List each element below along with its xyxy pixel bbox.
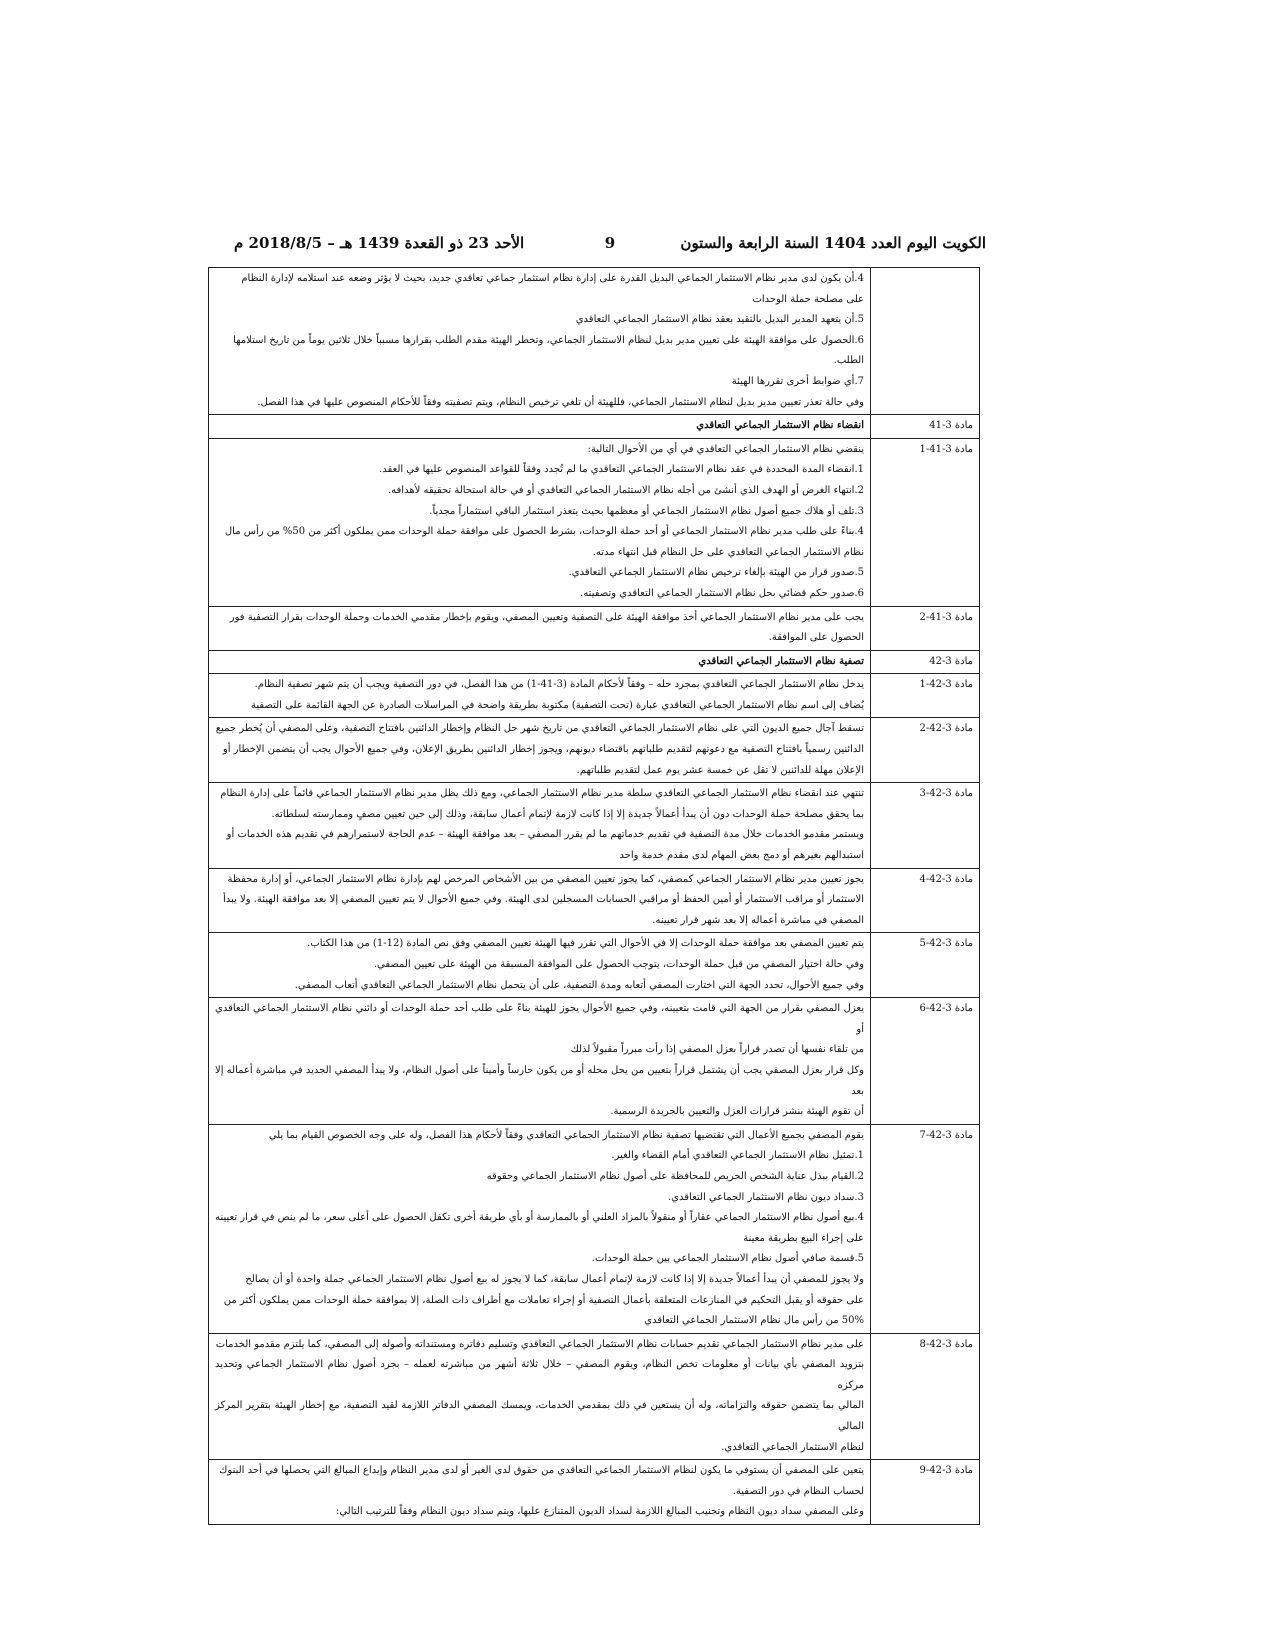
text-line: يُضاف إلى اسم نظام الاستثمار الجماعي التعاقدي عبارة (تحت التصفية) مكتوبة بطريقة واضحة في المراسلات الصادرة عن الجهة القائمة على التصفية — [250, 699, 864, 711]
article-text — [209, 718, 871, 783]
article-row — [209, 606, 980, 650]
article-number: مادة 3-42-1 — [871, 674, 980, 718]
text-line: الاستثمار أو مراقب الاستثمار أو أمين الحفظ أو مراقبي الحسابات المسجلين لدى الهيئة. وفي جميع الأحوال لا يتم تعيين المصفي إلا بعد موافقة الهيئة. ولا يبدأ — [223, 894, 864, 906]
article-heading — [209, 415, 871, 439]
text-line: وفي حالة اختيار المصفي من قبل حملة الوحدات، يتوجب الحصول على الموافقة المسبقة من الهيئة على تعيين المصفي. — [373, 959, 864, 970]
text-line: الطلب. — [833, 355, 864, 367]
text-line: على حقوقه أو يقبل التحكيم في المنازعات المتعلقة بأعمال التصفية أو إجراء تعاملات مع أطراف ذات الصلة، إلا بموافقة حملة الوحدات ممن يملكون أكثر من — [223, 1294, 864, 1306]
article-number: مادة 3-41-2 — [871, 606, 980, 650]
article-number: مادة 3-42 — [871, 650, 980, 674]
article-number: مادة 3-42-5 — [871, 933, 980, 998]
text-line: من تلقاء نفسها أن تصدر قراراً بعزل المصفي إذا رأت مبرراً مقبولاً لذلك — [570, 1044, 864, 1056]
article-row — [209, 718, 980, 783]
article-text — [209, 783, 871, 868]
text-line: وفي جميع الأحوال، تحدد الجهة التي اختارت المصفي أتعابه ومدة التصفية، على أن يتحمل نظام الاستثمار الجماعي التعاقدي أتعاب المصفي. — [294, 979, 864, 991]
text-line: يتم تعيين المصفي بعد موافقة حملة الوحدات إلا في الأحوال التي تقرر فيها الهيئة تعيين المصفي وفق نص المادة (12-1) من هذا الكتاب. — [307, 938, 864, 950]
text-line: المصفي في مباشرة أعماله إلا بعد شهر قرار تعيينه. — [652, 914, 864, 926]
article-text — [209, 933, 871, 998]
article-text — [209, 998, 871, 1125]
article-row — [209, 438, 980, 606]
text-line: 2.القيام ببذل عناية الشخص الحريص للمحافظة على أصول نظام الاستثمار الجماعي وحقوقه — [486, 1170, 864, 1182]
page-header — [234, 234, 986, 258]
text-line: أن تقوم الهيئة بنشر قرارات العزل والتعيين بالجريدة الرسمية. — [610, 1106, 864, 1118]
text-line: على إجراء البيع بطريقة معينة — [743, 1232, 864, 1244]
article-text — [209, 868, 871, 933]
article-text — [209, 1124, 871, 1333]
text-line: 4.بيع أصول نظام الاستثمار الجماعي عقاراً أو منقولاً بالمزاد العلني أو بالممارسة أو بأي طريقة أخرى تكفل الحصول على أعلى سعر، ما لم ينص في قرار تعيينه — [215, 1212, 864, 1224]
article-text — [209, 1460, 871, 1525]
text-line: 1.انقضاء المدة المحددة في عقد نظام الاستثمار الجماعي التعاقدي ما لم تُجدد وفقاً للقواعد المنصوص عليها في العقد. — [379, 464, 864, 476]
article-number: مادة 3-42-6 — [871, 998, 980, 1125]
article-row — [209, 268, 980, 415]
article-text — [209, 438, 871, 606]
text-line: الحصول على الموافقة. — [768, 632, 864, 644]
article-text — [209, 606, 871, 650]
article-row — [209, 783, 980, 868]
text-line: الإعلان مهلة للدائنين لا تقل عن خمسة عشر يوم عمل لتقديم طلباتهم. — [576, 764, 864, 776]
text-line: الدائنين رسمياً بافتتاح التصفية مع دعوتهم لتقديم طلباتهم باقتضاء ديونهم، ويجوز إخطار الدائنين بطريق الإعلان، وفي جميع الأحوال يجب أن يتضمن الإخطار أو — [222, 744, 864, 756]
text-line: 6.الحصول على موافقة الهيئة على تعيين مدير بديل لنظام الاستثمار الجماعي، وتخطر الهيئة مقدم الطلب بقرارها مسبباً خلال ثلاثين يوماً من تاريخ استلامها — [233, 334, 864, 346]
text-line: وعلى المصفي سداد ديون النظام وتجنيب المبالغ اللازمة لسداد الديون المتنازع عليها، ويتم سداد ديون النظام وفقاً للترتيب التالي: — [335, 1506, 864, 1518]
text-line: 3.تلف أو هلاك جميع أصول نظام الاستثمار الجماعي أو معظمها بحيث يتعذر استثمار الباقي استثماراً مجدياً. — [429, 505, 864, 517]
text-line: على مصلحة حملة الوحدات — [752, 293, 864, 305]
gazette-title: الكويت اليوم العدد 1404 السنة الرابعة والستون — [680, 234, 986, 252]
article-row — [209, 868, 980, 933]
page-number: 9 — [604, 234, 616, 252]
text-line: المالي بما يتضمن حقوقه والتزاماته، وله أن يستعين في ذلك بمقدمي الخدمات، ويمسك المصفي الدفاتر اللازمة لقيد التصفية، مع إخطار الهيئة بتقرير المركز المالي — [215, 1400, 864, 1433]
article-number: مادة 3-42-2 — [871, 718, 980, 783]
text-line: يجب على مدير نظام الاستثمار الجماعي أخذ موافقة الهيئة على التصفية وتعيين المصفي، ويقوم بإخطار مقدمي الخدمات وحملة الوحدات بقرار التصفية فور — [229, 611, 864, 623]
text-line: 4.بناءً على طلب مدير نظام الاستثمار الجماعي أو أحد حملة الوحدات، بشرط الحصول على موافقة حملة الوحدات ممن يملكون أكثر من 50% من رأس مال — [224, 526, 864, 538]
text-line: 5.أن يتعهد المدير البديل بالتقيد بعقد نظام الاستثمار الجماعي التعاقدي — [575, 314, 864, 326]
article-row — [209, 1124, 980, 1333]
article-row — [209, 674, 980, 718]
text-line: انقضاء نظام الاستثمار الجماعي التعاقدي — [696, 420, 864, 432]
text-line: استبدالهم بغيرهم أو دمج بعض المهام لدى مقدم خدمة واحد — [619, 850, 864, 862]
text-line: 50% من رأس مال نظام الاستثمار الجماعي التعاقدي — [644, 1315, 864, 1327]
text-line: وفي حالة تعذر تعيين مدير بديل لنظام الاستثمار الجماعي، فللهيئة أن تلغي ترخيص النظام، ويتم تصفيته وفقاً للأحكام المنصوص عليها في هذا الفصل. — [257, 396, 864, 408]
text-line: تسقط آجال جميع الديون التي على نظام الاستثمار الجماعي التعاقدي من تاريخ شهر حل النظام وإخطار الدائنين بافتتاح التصفية، وعلى المصفي أن يُخطر جميع — [215, 723, 864, 735]
article-number: مادة 3-42-3 — [871, 783, 980, 868]
text-line: تصفية نظام الاستثمار الجماعي التعاقدي — [698, 655, 864, 667]
issue-date: الأحد 23 ذو القعدة 1439 هـ – 2018/8/5 م — [234, 234, 525, 252]
text-line: يقوم المصفي بجميع الأعمال التي تقتضيها تصفية نظام الاستثمار الجماعي التعاقدي وفقاً لأحكام هذا الفصل، وله على وجه الخصوص القيام بما يلي — [268, 1129, 864, 1141]
text-line: 6.صدور حكم قضائي بحل نظام الاستثمار الجماعي التعاقدي وتصفيته. — [580, 587, 864, 599]
text-line: بتزويد المصفي بأي بيانات أو معلومات تخص النظام، ويقوم المصفي – خلال ثلاثة أشهر من مباشرته لعمله – بجرد أصول نظام الاستثمار الجماعي وتحديد مركزه — [215, 1359, 864, 1391]
article-text — [209, 268, 871, 415]
article-row — [209, 998, 980, 1125]
article-number: مادة 3-41 — [871, 415, 980, 439]
text-line: 2.انتهاء الغرض أو الهدف الذي أنشئ من أجله نظام الاستثمار الجماعي التعاقدي أو في حالة استحالة تحقيقه لأهدافه. — [387, 484, 864, 496]
text-line: ولا يجوز للمصفي أن يبدأ أعمالاً جديدة إلا إذا كانت لازمة لإتمام أعمال سابقة، كما لا يجوز له بيع أصول نظام الاستثمار الجماعي جملة واحدة أو أن يصالح — [245, 1273, 864, 1285]
article-number: مادة 3-41-1 — [871, 438, 980, 606]
article-number: مادة 3-42-4 — [871, 868, 980, 933]
text-line: 7.أي ضوابط أخرى تقررها الهيئة — [731, 375, 864, 387]
article-row — [209, 415, 980, 439]
text-line: على مدير نظام الاستثمار الجماعي تقديم حسابات نظام الاستثمار الجماعي التعاقدي وتسليم دفاتره ومستنداته وأصوله إلى المصفي، كما يلتزم مقدمو الخدمات — [215, 1338, 864, 1350]
text-line: لحساب النظام في دور التصفية. — [732, 1485, 864, 1497]
text-line: 4.أن يكون لدى مدير نظام الاستثمار الجماعي البديل القدرة على إدارة نظام استثمار جماعي تعاقدي جديد، بحيث لا يؤثر وضعه عند استلامه لإدارة النظام — [241, 273, 864, 284]
article-row — [209, 1460, 980, 1525]
text-line: نظام الاستثمار الجماعي التعاقدي على حل النظام قبل انتهاء مدته. — [592, 546, 864, 558]
text-line: 1.تمثيل نظام الاستثمار الجماعي التعاقدي أمام القضاء والغير. — [611, 1150, 864, 1162]
text-line: يعزل المصفي بقرار من الجهة التي قامت بتعيينه، وفي جميع الأحوال يجوز للهيئة بناءً على طلب أحد حملة الوحدات أو دائني نظام الاستثمار الجماعي التعاقدي أو — [215, 1003, 864, 1035]
text-line: 5.قسمة صافي أصول نظام الاستثمار الجماعي بين حملة الوحدات. — [591, 1253, 864, 1265]
article-number: مادة 3-42-9 — [871, 1460, 980, 1525]
text-line: وكل قرار بعزل المصفي يجب أن يشتمل قراراً بتعيين من يحل محله أو من يكون حارساً وأميناً على أصول النظام، ولا يبدأ المصفي الجديد في مباشرة أعماله إلا بعد — [215, 1064, 865, 1097]
article-number — [871, 268, 980, 415]
text-line: ينقضي نظام الاستثمار الجماعي التعاقدي في أي من الأحوال التالية: — [587, 443, 864, 455]
article-row — [209, 650, 980, 674]
text-line: تنتهي عند انقضاء نظام الاستثمار الجماعي التعاقدي سلطة مدير نظام الاستثمار الجماعي، ومع ذلك يظل مدير نظام الاستثمار الجماعي قائماً على إدارة النظام — [220, 788, 864, 800]
text-line: يجوز تعيين مدير نظام الاستثمار الجماعي كمصفي، كما يجوز تعيين المصفي من بين الأشخاص المرخص لهم بإدارة نظام الاستثمار الجماعي، أو إدارة محفظة — [227, 873, 864, 885]
article-number: مادة 3-42-7 — [871, 1124, 980, 1333]
text-line: لنظام الاستثمار الجماعي التعاقدي. — [721, 1441, 864, 1453]
text-line: 3.سداد ديون نظام الاستثمار الجماعي التعاقدي. — [668, 1191, 864, 1203]
text-line: ويستمر مقدمو الخدمات خلال مدة التصفية في تقديم خدماتهم ما لم يقرر المصفي – بعد موافقة الهيئة – عدم الحاجة لاستمرارهم في تقديم هذه الخدمات أو — [226, 829, 864, 841]
article-row — [209, 933, 980, 998]
article-text — [209, 1333, 871, 1460]
text-line: يتعين على المصفي أن يستوفي ما يكون لنظام الاستثمار الجماعي التعاقدي من حقوق لدى الغير أو لدى مدير النظام وإيداع المبالغ التي يحصلها في أحد البنوك — [219, 1465, 864, 1477]
article-text — [209, 674, 871, 718]
article-row — [209, 1333, 980, 1460]
text-line: 5.صدور قرار من الهيئة بإلغاء ترخيص نظام الاستثمار الجماعي التعاقدي. — [568, 567, 864, 579]
articles-table — [208, 267, 980, 1525]
text-line: بما يحقق مصلحة حملة الوحدات دون أن يبدأ أعمالاً جديدة إلا إذا كانت لازمة لإتمام أعمال سابقة، وذلك إلى حين تعيين مصفٍ وممارسته لسلطاته. — [271, 808, 864, 820]
article-number: مادة 3-42-8 — [871, 1333, 980, 1460]
article-heading — [209, 650, 871, 674]
text-line: يدخل نظام الاستثمار الجماعي التعاقدي بمجرد حله – وفقاً لأحكام المادة (3-41-1) من هذا الفصل، في دور التصفية ويجب أن يتم شهر تصفية النظام. — [254, 679, 864, 691]
